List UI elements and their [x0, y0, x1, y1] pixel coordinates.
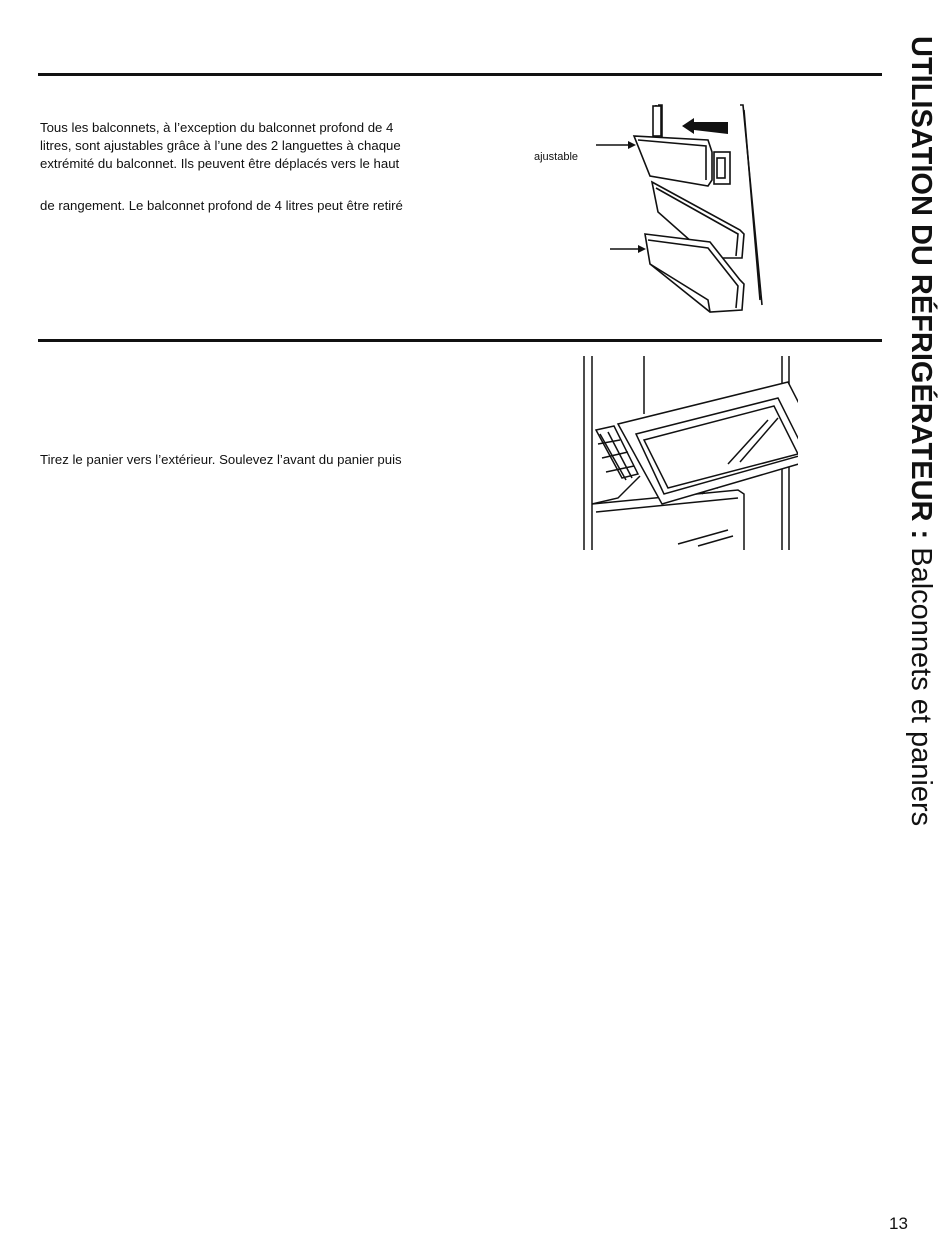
top-divider	[38, 73, 882, 76]
paragraph-line: litres, sont ajustables grâce à l’une des 2 languettes à chaque	[40, 138, 401, 154]
section-title	[904, 36, 938, 826]
paragraph-line: de rangement. Le balconnet profond de 4 litres peut être retiré	[40, 198, 403, 213]
adjustable-callout: ajustable	[534, 151, 579, 163]
section-title-bold: UTILISATION DU RÉFRIGÉRATEUR :	[905, 36, 937, 540]
shelves-paragraph	[40, 119, 450, 174]
basket-paragraph	[40, 451, 450, 469]
paragraph-line: extrémité du balconnet. Ils peuvent être déplacés vers le haut	[40, 156, 400, 172]
page-number: 13	[889, 1214, 908, 1233]
paragraph-line: Tous les balconnets, à l’exception du balconnet profond de 4	[40, 120, 394, 135]
freezer-basket-illustration	[578, 354, 798, 552]
paragraph-line: Tirez le panier vers l’extérieur. Soulevez l’avant du panier puis	[40, 452, 402, 467]
door-shelves-illustration	[590, 100, 780, 320]
section-title-light: Balconnets et paniers	[905, 547, 937, 827]
middle-divider	[38, 339, 882, 342]
shelves-paragraph-2	[40, 197, 450, 215]
